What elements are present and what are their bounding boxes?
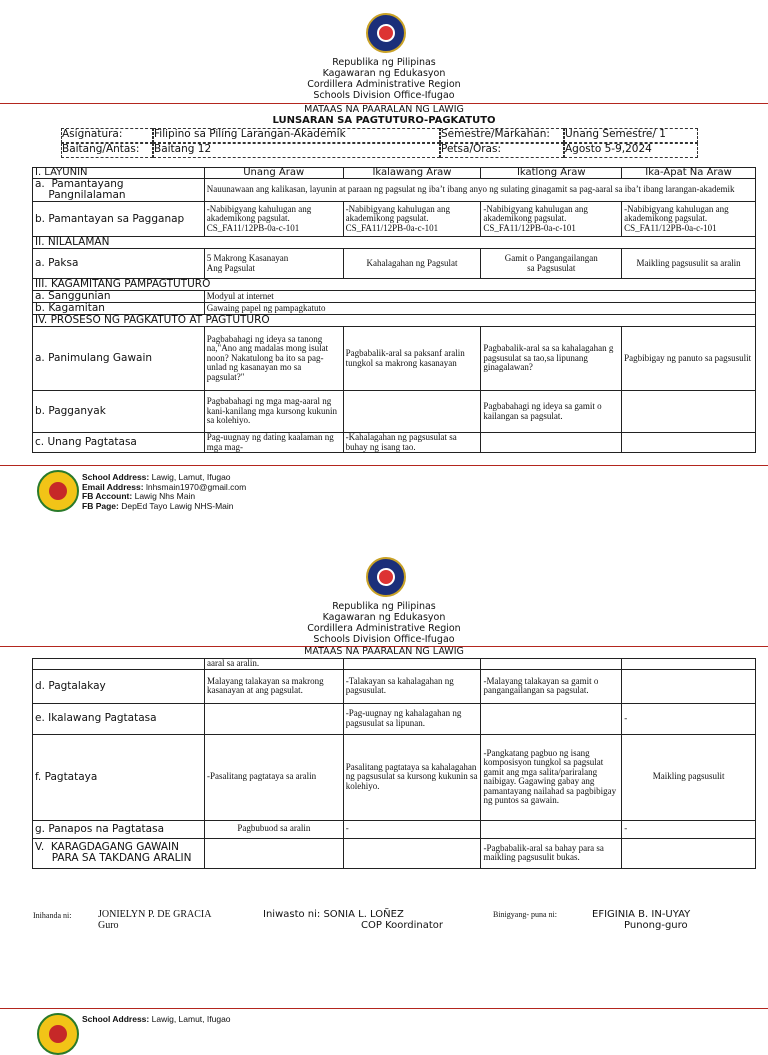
noted-by	[592, 909, 690, 931]
lesson-plan-table-continued	[32, 658, 756, 869]
petsa-value: Agosto 5-9,2024	[564, 143, 698, 158]
pagganyak-day-2	[343, 391, 481, 433]
header-line-3: Cordillera Administrative Region	[307, 79, 461, 90]
principal-role: Punong-guro	[624, 920, 688, 931]
panapos-day-4: -	[622, 820, 756, 838]
panimulang-day-2: Pagbabalik-aral sa paksanf aralin tungkol sa makrong kasanayan	[343, 327, 481, 391]
email-value[interactable]: lnhsmain1970@gmail.com	[145, 481, 247, 492]
pagganap-day-4: -Nabibigyang kahulugan ang akademikong pagsulat. CS_FA11/12PB-0a-c-101	[622, 202, 756, 237]
fb-page-label: FB Page:	[82, 500, 119, 511]
footer-divider	[0, 1008, 768, 1009]
col-day-1: Unang Araw	[204, 168, 343, 179]
school-name: MATAAS NA PAARALAN NG LAWIG	[304, 646, 464, 657]
pagtalakay-day-1: Malayang talakayan sa makrong kasanayan at ang pagsulat.	[204, 669, 343, 703]
checked-by	[263, 909, 443, 931]
panimulang-label: a. Panimulang Gawain	[33, 327, 205, 391]
nilalaman-heading: II. NILALAMAN	[33, 237, 756, 249]
document-title: LUNSARAN SA PAGTUTURO-PAGKATUTO	[272, 115, 496, 126]
pamantayang-label: a. Pamantayang Pangnilalaman	[33, 179, 205, 202]
pagtataya-day-4: Maikling pagsusulit	[622, 734, 756, 820]
unang-pagtatasa-day-4	[622, 433, 756, 453]
paksa-label: a. Paksa	[33, 249, 205, 279]
footer-divider	[0, 465, 768, 466]
proseso-heading: IV. PROSESO NG PAGKATUTO AT PAGTUTURO	[33, 315, 756, 327]
ikalawang-day-1	[204, 703, 343, 734]
email-label: Email Address:	[82, 481, 144, 492]
asignatura-value: Filipino sa Piling Larangan-Akademik	[153, 128, 440, 143]
pagtataya-label: f. Pagtataya	[33, 734, 205, 820]
address-value: Lawig, Lamut, Ifugao	[151, 1014, 231, 1024]
kagamitang-heading: III. KAGAMITANG PAMPAGTUTURO	[33, 279, 756, 291]
teacher-role: Guro	[98, 920, 119, 931]
paksa-day-4: Maikling pagsusulit sa aralin	[622, 249, 756, 279]
col-day-4: Ika-Apat Na Araw	[622, 168, 756, 179]
pamantayang-text: Nauunawaan ang kalikasan, layunin at paraan ng pagsulat ng iba’t ibang anyo ng sulating ginagamit sa pag-aaral sa iba’t ibang larangan-akademik	[204, 179, 755, 202]
pagtataya-day-3: -Pangkatang pagbuo ng isang komposisyon tungkol sa pagsulat gamit ang mga salita/pariralang naibigay. Gagawing gabay ang pamantayang nailahad sa pagbibigay ng puntos sa gawain.	[481, 734, 622, 820]
pagganap-day-3: -Nabibigyang kahulugan ang akademikong pagsulat. CS_FA11/12PB-0a-c-101	[481, 202, 622, 237]
principal-name: EFIGINIA B. IN-UYAY	[592, 909, 691, 920]
pagtalakay-label: d. Pagtalakay	[33, 669, 205, 703]
karagdagang-day-4	[622, 838, 756, 868]
prepared-by-name	[98, 909, 211, 931]
cont-day-3	[481, 659, 622, 670]
paksa-day-1: 5 Makrong Kasanayan Ang Pagsulat	[204, 249, 343, 279]
school-logo	[37, 470, 79, 512]
header-line-4: Schools Division Office-Ifugao	[313, 634, 455, 645]
header-line-1: Republika ng Pilipinas	[332, 601, 436, 612]
karagdagang-day-2	[343, 838, 481, 868]
fb-account-value[interactable]: Lawig Nhs Main	[134, 491, 196, 501]
karagdagang-label: V. KARAGDAGANG GAWAIN PARA SA TAKDANG ARALIN	[33, 838, 205, 868]
ikalawang-day-4: -	[622, 703, 756, 734]
address-value: Lawig, Lamut, Ifugao	[151, 472, 231, 482]
school-name: MATAAS NA PAARALAN NG LAWIG	[304, 104, 464, 115]
panapos-day-1: Pagbubuod sa aralin	[204, 820, 343, 838]
pagtalakay-day-3: -Malayang talakayan sa gamit o pangangailangan sa pagsulat.	[481, 669, 622, 703]
deped-seal	[366, 13, 406, 53]
panapos-label: g. Panapos na Pagtatasa	[33, 820, 205, 838]
ikalawang-day-3	[481, 703, 622, 734]
noted-by-label: Binigyang- puna ni:	[493, 910, 557, 919]
pagtataya-day-2: Pasalitang pagtataya sa kahalagahan ng pagsusulat sa kursong kukunin sa kolehiyo.	[343, 734, 481, 820]
fb-account-label: FB Account:	[82, 491, 133, 501]
unang-pagtatasa-label: c. Unang Pagtatasa	[33, 433, 205, 453]
address-label: School Address:	[82, 472, 150, 482]
ikalawang-pagtatasa-label: e. Ikalawang Pagtatasa	[33, 703, 205, 734]
panimulang-day-4: Pagbibigay ng panuto sa pagsusulit	[622, 327, 756, 391]
header-line-2: Kagawaran ng Edukasyon	[322, 612, 446, 623]
panapos-day-2: -	[343, 820, 481, 838]
panapos-day-3	[481, 820, 622, 838]
layunin-heading: I. LAYUNIN	[33, 168, 205, 179]
unang-pagtatasa-day-1: Pag-uugnay ng dating kaalaman ng mga mag-	[204, 433, 343, 453]
col-day-3: Ikatlong Araw	[481, 168, 622, 179]
header-line-1: Republika ng Pilipinas	[332, 57, 436, 68]
header-line-2: Kagawaran ng Edukasyon	[322, 68, 446, 79]
pagganyak-label: b. Pagganyak	[33, 391, 205, 433]
header-line-3: Cordillera Administrative Region	[307, 623, 461, 634]
lesson-plan-table	[32, 167, 756, 453]
prepared-by-label: Inihanda ni:	[33, 911, 72, 920]
prepared-by	[33, 910, 71, 921]
sanggunian-label: a. Sanggunian	[33, 291, 205, 303]
kagamitan-value: Gawaing papel ng pampagkatuto	[204, 303, 755, 315]
page-header	[200, 57, 568, 101]
ikalawang-day-2: -Pag-uugnay ng kahalagahan ng pagsusulat sa lipunan.	[343, 703, 481, 734]
pagtalakay-day-4	[622, 669, 756, 703]
unang-pagtatasa-day-3	[481, 433, 622, 453]
pagganyak-day-4	[622, 391, 756, 433]
sanggunian-value: Modyul at internet	[204, 291, 755, 303]
pagtataya-day-1: -Pasalitang pagtataya sa aralin	[204, 734, 343, 820]
header-line-4: Schools Division Office-Ifugao	[313, 90, 455, 101]
pagganap-day-2: -Nabibigyang kahulugan ang akademikong pagsulat. CS_FA11/12PB-0a-c-101	[343, 202, 481, 237]
asignatura-label: Asignatura:	[61, 128, 153, 143]
pagganyak-day-3: Pagbabahagi ng ideya sa gamit o kailangan sa pagsulat.	[481, 391, 622, 433]
school-contact	[82, 473, 246, 511]
cont-day-4	[622, 659, 756, 670]
pagtalakay-day-2: -Talakayan sa kahalagahan ng pagsusulat.	[343, 669, 481, 703]
cont-label	[33, 659, 205, 670]
cont-day-2	[343, 659, 481, 670]
cont-day-1: aaral sa aralin.	[204, 659, 343, 670]
paksa-day-2: Kahalagahan ng Pagsulat	[343, 249, 481, 279]
school-contact	[82, 1015, 231, 1025]
semestre-label: Semestre/Markahan:	[440, 128, 564, 143]
page-header	[200, 601, 568, 645]
checked-by-name: Iniwasto ni: SONIA L. LOÑEZ	[263, 909, 404, 920]
deped-seal	[366, 557, 406, 597]
baitang-value: Baitang 12	[153, 143, 440, 158]
fb-page-value[interactable]: DepEd Tayo Lawig NHS-Main	[121, 500, 234, 511]
checked-by-role: COP Koordinator	[361, 920, 444, 931]
panimulang-day-3: Pagbabalik-aral sa sa kahalagahan g pagsusulat sa tao,sa lipunang ginagalawan?	[481, 327, 622, 391]
pagganyak-day-1: Pagbabahagi ng mga mag-aaral ng kani-kanilang mga kursong kukunin sa kolehiyo.	[204, 391, 343, 433]
paksa-day-3: Gamit o Pangangailangan sa Pagsusulat	[481, 249, 622, 279]
col-day-2: Ikalawang Araw	[343, 168, 481, 179]
unang-pagtatasa-day-2: -Kahalagahan ng pagsusulat sa buhay ng isang tao.	[343, 433, 481, 453]
petsa-label: Petsa/Oras:	[440, 143, 564, 158]
pagganap-label: b. Pamantayan sa Pagganap	[33, 202, 205, 237]
panimulang-day-1: Pagbabahagi ng ideya sa tanong na,"Ano ang madalas mong isulat noon? Nakatulong ba ito sa pag-unlad ng kasanayan mo sa pagsulat?"	[204, 327, 343, 391]
pagganap-day-1: -Nabibigyang kahulugan ang akademikong pagsulat. CS_FA11/12PB-0a-c-101	[204, 202, 343, 237]
kagamitan-label: b. Kagamitan	[33, 303, 205, 315]
baitang-label: Baitang/Antas:	[61, 143, 153, 158]
school-logo	[37, 1013, 79, 1055]
karagdagang-day-1	[204, 838, 343, 868]
teacher-name: JONIELYN P. DE GRACIA	[98, 909, 212, 920]
semestre-value: Unang Semestre/ 1	[564, 128, 698, 143]
karagdagang-day-3: -Pagbabalik-aral sa bahay para sa maikling pagsusulit bukas.	[481, 838, 622, 868]
address-label: School Address:	[82, 1014, 150, 1024]
